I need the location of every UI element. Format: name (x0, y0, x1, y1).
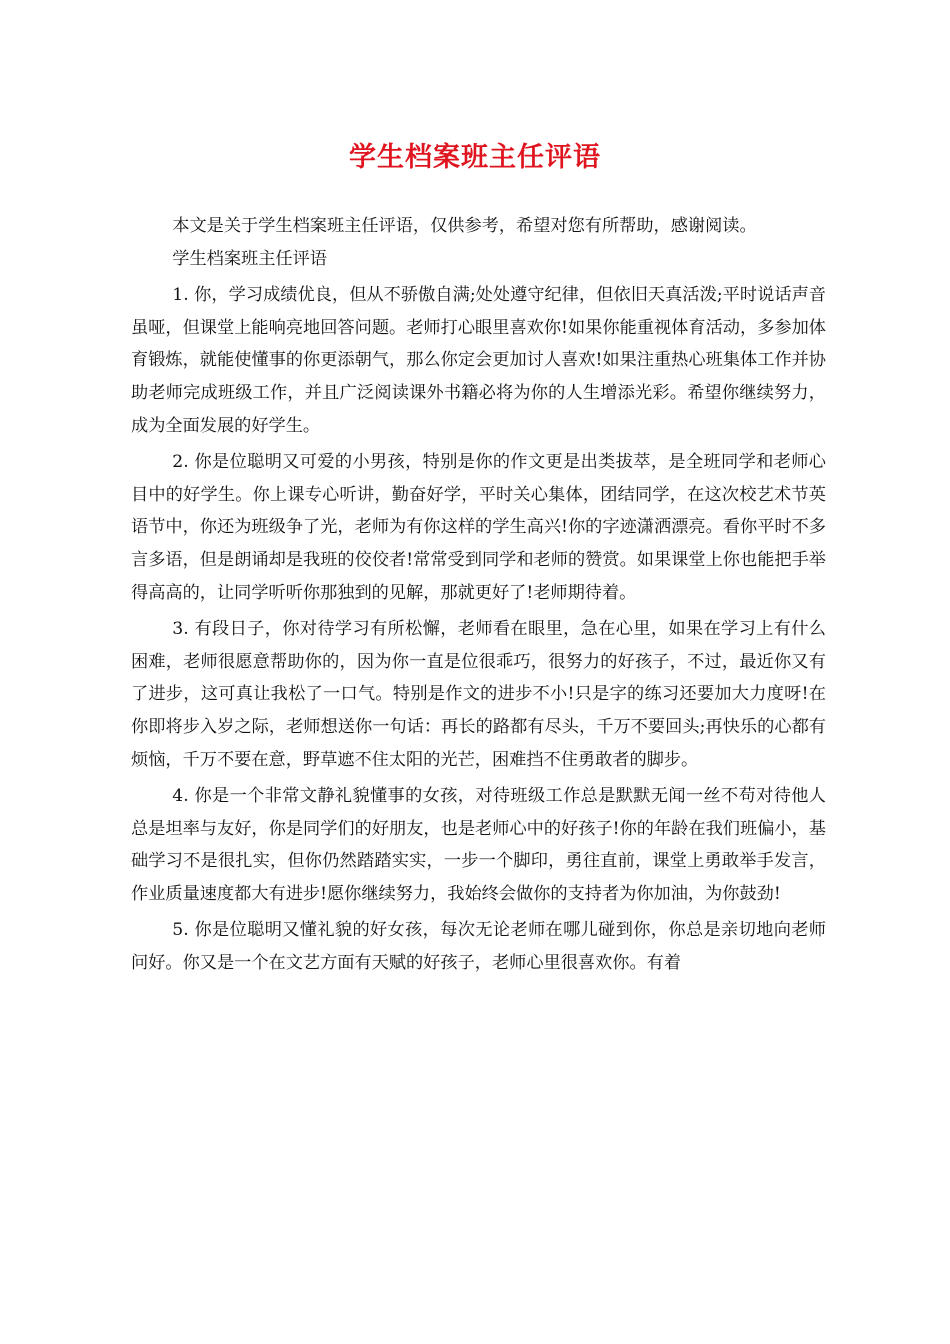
section-heading: 学生档案班主任评语 (172, 248, 327, 269)
document-title: 学生档案班主任评语 (349, 142, 601, 173)
comment-paragraph-3: 3. 有段日子，你对待学习有所松懈，老师看在眼里，急在心里，如果在学习上有什么困难，老师很愿意帮助你的，因为你一直是位很乖巧，很努力的好孩子，不过，最近你又有了进步，这可真让我松了一口气。特别是作文的进步不小!只是字的练习还要加大力度呀!在你即将步入岁之际，老师想送你一句话：再长的路都有尽头，千万不要回头;再快乐的心都有烦恼，千万不要在意，野草遮不住太阳的光芒，困难挡不住勇敢者的脚步。 (131, 619, 826, 770)
comment-paragraph-1: 1. 你，学习成绩优良，但从不骄傲自满;处处遵守纪律，但依旧天真活泼;平时说话声音虽哑，但课堂上能响亮地回答问题。老师打心眼里喜欢你!如果你能重视体育活动，多参加体育锻炼，就能使懂事的你更添朝气，那么你定会更加讨人喜欢!如果注重热心班集体工作并协助老师完成班级工作，并且广泛阅读课外书籍必将为你的人生增添光彩。希望你继续努力，成为全面发展的好学生。 (131, 285, 826, 436)
document-body (131, 210, 826, 980)
comment-paragraph-2: 2. 你是位聪明又可爱的小男孩，特别是你的作文更是出类拔萃，是全班同学和老师心目中的好学生。你上课专心听讲，勤奋好学，平时关心集体，团结同学，在这次校艺术节英语节中，你还为班级争了光，老师为有你这样的学生高兴!你的字迹潇洒漂亮。看你平时不多言多语，但是朗诵却是我班的佼佼者!常常受到同学和老师的赞赏。如果课堂上你也能把手举得高高的，让同学听听你那独到的见解，那就更好了!老师期待着。 (131, 452, 826, 603)
comment-paragraph-4: 4. 你是一个非常文静礼貌懂事的女孩，对待班级工作总是默默无闻一丝不苟对待他人总是坦率与友好，你是同学们的好朋友，也是老师心中的好孩子!你的年龄在我们班偏小，基础学习不是很扎实，但你仍然踏踏实实，一步一个脚印，勇往直前，课堂上勇敢举手发言，作业质量速度都大有进步!愿你继续努力，我始终会做你的支持者为你加油，为你鼓劲! (131, 786, 826, 904)
comment-paragraph-5: 5. 你是位聪明又懂礼貌的好女孩，每次无论老师在哪儿碰到你，你总是亲切地向老师问好。你又是一个在文艺方面有天赋的好孩子，老师心里很喜欢你。有着 (131, 920, 826, 974)
intro-paragraph: 本文是关于学生档案班主任评语，仅供参考，希望对您有所帮助，感谢阅读。 (172, 216, 757, 236)
